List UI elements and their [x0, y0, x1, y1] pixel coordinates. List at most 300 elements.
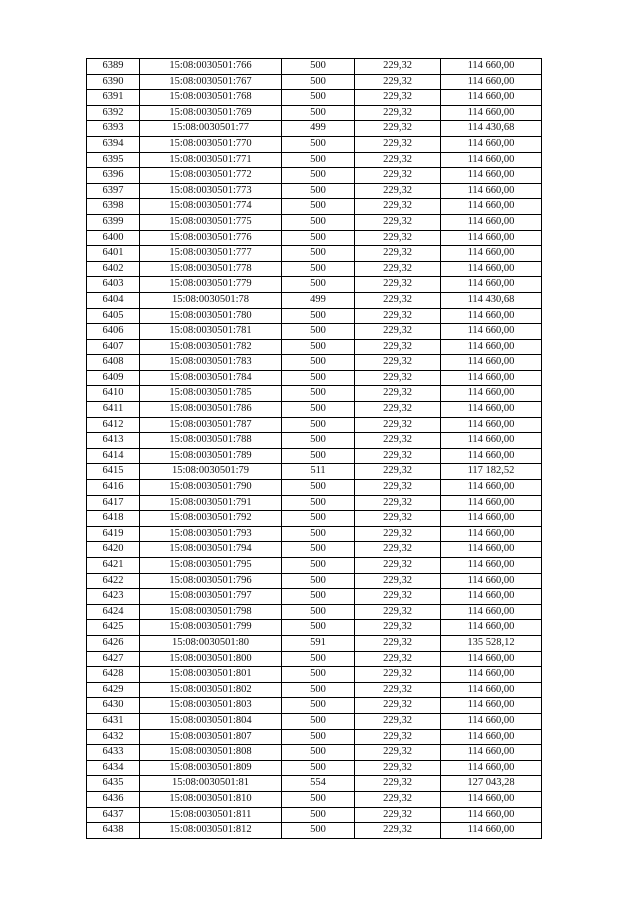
table-row — [87, 713, 542, 729]
cadastral-number-cell: 15:08:0030501:800 — [140, 651, 282, 667]
row-number-cell: 6408 — [87, 355, 140, 371]
price-per-unit-cell: 229,32 — [355, 168, 441, 184]
table-row — [87, 136, 542, 152]
row-number-cell: 6407 — [87, 339, 140, 355]
table-row — [87, 339, 542, 355]
total-value-cell: 114 660,00 — [441, 604, 542, 620]
area-cell: 500 — [282, 604, 355, 620]
area-cell: 500 — [282, 370, 355, 386]
area-cell: 500 — [282, 760, 355, 776]
total-value-cell: 135 528,12 — [441, 635, 542, 651]
area-cell: 500 — [282, 168, 355, 184]
price-per-unit-cell: 229,32 — [355, 448, 441, 464]
area-cell: 500 — [282, 324, 355, 340]
row-number-cell: 6391 — [87, 90, 140, 106]
row-number-cell: 6415 — [87, 464, 140, 480]
row-number-cell: 6394 — [87, 136, 140, 152]
total-value-cell: 114 660,00 — [441, 308, 542, 324]
area-cell: 554 — [282, 776, 355, 792]
price-per-unit-cell: 229,32 — [355, 417, 441, 433]
table-row — [87, 402, 542, 418]
area-cell: 500 — [282, 807, 355, 823]
total-value-cell: 114 660,00 — [441, 760, 542, 776]
area-cell: 500 — [282, 308, 355, 324]
total-value-cell: 114 660,00 — [441, 339, 542, 355]
row-number-cell: 6401 — [87, 246, 140, 262]
table-row — [87, 214, 542, 230]
price-per-unit-cell: 229,32 — [355, 386, 441, 402]
table-row — [87, 464, 542, 480]
row-number-cell: 6423 — [87, 589, 140, 605]
table-row — [87, 651, 542, 667]
table-row — [87, 745, 542, 761]
total-value-cell: 114 660,00 — [441, 558, 542, 574]
price-per-unit-cell: 229,32 — [355, 90, 441, 106]
row-number-cell: 6426 — [87, 635, 140, 651]
price-per-unit-cell: 229,32 — [355, 136, 441, 152]
price-per-unit-cell: 229,32 — [355, 59, 441, 75]
cadastral-number-cell: 15:08:0030501:766 — [140, 59, 282, 75]
area-cell: 500 — [282, 698, 355, 714]
total-value-cell: 114 660,00 — [441, 168, 542, 184]
price-per-unit-cell: 229,32 — [355, 729, 441, 745]
price-per-unit-cell: 229,32 — [355, 635, 441, 651]
area-cell: 499 — [282, 121, 355, 137]
table-row — [87, 698, 542, 714]
table-row — [87, 230, 542, 246]
cadastral-number-cell: 15:08:0030501:788 — [140, 433, 282, 449]
price-per-unit-cell: 229,32 — [355, 526, 441, 542]
table-row — [87, 370, 542, 386]
table-row — [87, 823, 542, 839]
area-cell: 500 — [282, 59, 355, 75]
row-number-cell: 6435 — [87, 776, 140, 792]
cadastral-number-cell: 15:08:0030501:797 — [140, 589, 282, 605]
area-cell: 500 — [282, 791, 355, 807]
table-row — [87, 308, 542, 324]
total-value-cell: 114 660,00 — [441, 682, 542, 698]
row-number-cell: 6422 — [87, 573, 140, 589]
price-per-unit-cell: 229,32 — [355, 402, 441, 418]
cadastral-number-cell: 15:08:0030501:80 — [140, 635, 282, 651]
row-number-cell: 6433 — [87, 745, 140, 761]
cadastral-number-cell: 15:08:0030501:795 — [140, 558, 282, 574]
area-cell: 500 — [282, 589, 355, 605]
area-cell: 500 — [282, 152, 355, 168]
total-value-cell: 114 660,00 — [441, 355, 542, 371]
total-value-cell: 114 660,00 — [441, 417, 542, 433]
row-number-cell: 6392 — [87, 105, 140, 121]
total-value-cell: 114 660,00 — [441, 589, 542, 605]
area-cell: 500 — [282, 402, 355, 418]
table-row — [87, 448, 542, 464]
cadastral-number-cell: 15:08:0030501:796 — [140, 573, 282, 589]
total-value-cell: 114 660,00 — [441, 620, 542, 636]
price-per-unit-cell: 229,32 — [355, 698, 441, 714]
total-value-cell: 117 182,52 — [441, 464, 542, 480]
price-per-unit-cell: 229,32 — [355, 230, 441, 246]
cadastral-number-cell: 15:08:0030501:785 — [140, 386, 282, 402]
row-number-cell: 6413 — [87, 433, 140, 449]
row-number-cell: 6437 — [87, 807, 140, 823]
price-per-unit-cell: 229,32 — [355, 620, 441, 636]
cadastral-number-cell: 15:08:0030501:810 — [140, 791, 282, 807]
cadastral-number-cell: 15:08:0030501:798 — [140, 604, 282, 620]
area-cell: 500 — [282, 386, 355, 402]
area-cell: 500 — [282, 620, 355, 636]
table-row — [87, 199, 542, 215]
cadastral-number-cell: 15:08:0030501:802 — [140, 682, 282, 698]
cadastral-number-cell: 15:08:0030501:786 — [140, 402, 282, 418]
area-cell: 500 — [282, 651, 355, 667]
cadastral-number-cell: 15:08:0030501:803 — [140, 698, 282, 714]
area-cell: 500 — [282, 136, 355, 152]
area-cell: 500 — [282, 246, 355, 262]
cadastral-number-cell: 15:08:0030501:784 — [140, 370, 282, 386]
table-row — [87, 433, 542, 449]
cadastral-number-cell: 15:08:0030501:794 — [140, 542, 282, 558]
row-number-cell: 6416 — [87, 480, 140, 496]
total-value-cell: 114 660,00 — [441, 230, 542, 246]
price-per-unit-cell: 229,32 — [355, 464, 441, 480]
price-per-unit-cell: 229,32 — [355, 324, 441, 340]
price-per-unit-cell: 229,32 — [355, 214, 441, 230]
cadastral-number-cell: 15:08:0030501:767 — [140, 74, 282, 90]
table-row — [87, 90, 542, 106]
price-per-unit-cell: 229,32 — [355, 651, 441, 667]
area-cell: 500 — [282, 511, 355, 527]
area-cell: 500 — [282, 105, 355, 121]
area-cell: 500 — [282, 277, 355, 293]
area-cell: 500 — [282, 495, 355, 511]
table-row — [87, 807, 542, 823]
cadastral-number-cell: 15:08:0030501:790 — [140, 480, 282, 496]
price-per-unit-cell: 229,32 — [355, 807, 441, 823]
table-row — [87, 620, 542, 636]
total-value-cell: 114 660,00 — [441, 526, 542, 542]
area-cell: 500 — [282, 74, 355, 90]
area-cell: 500 — [282, 823, 355, 839]
cadastral-number-cell: 15:08:0030501:81 — [140, 776, 282, 792]
total-value-cell: 114 660,00 — [441, 402, 542, 418]
table-row — [87, 121, 542, 137]
total-value-cell: 114 660,00 — [441, 277, 542, 293]
table-row — [87, 292, 542, 308]
table-row — [87, 246, 542, 262]
price-per-unit-cell: 229,32 — [355, 823, 441, 839]
total-value-cell: 114 660,00 — [441, 651, 542, 667]
table-row — [87, 511, 542, 527]
total-value-cell: 114 660,00 — [441, 105, 542, 121]
cadastral-number-cell: 15:08:0030501:804 — [140, 713, 282, 729]
table-row — [87, 261, 542, 277]
total-value-cell: 114 660,00 — [441, 807, 542, 823]
price-per-unit-cell: 229,32 — [355, 105, 441, 121]
cadastral-number-cell: 15:08:0030501:775 — [140, 214, 282, 230]
row-number-cell: 6409 — [87, 370, 140, 386]
row-number-cell: 6421 — [87, 558, 140, 574]
cadastral-number-cell: 15:08:0030501:768 — [140, 90, 282, 106]
area-cell: 500 — [282, 261, 355, 277]
cadastral-number-cell: 15:08:0030501:769 — [140, 105, 282, 121]
row-number-cell: 6397 — [87, 183, 140, 199]
price-per-unit-cell: 229,32 — [355, 713, 441, 729]
price-per-unit-cell: 229,32 — [355, 776, 441, 792]
total-value-cell: 114 660,00 — [441, 433, 542, 449]
cadastral-number-cell: 15:08:0030501:809 — [140, 760, 282, 776]
total-value-cell: 114 660,00 — [441, 90, 542, 106]
row-number-cell: 6398 — [87, 199, 140, 215]
price-per-unit-cell: 229,32 — [355, 246, 441, 262]
cadastral-number-cell: 15:08:0030501:793 — [140, 526, 282, 542]
total-value-cell: 114 660,00 — [441, 152, 542, 168]
row-number-cell: 6424 — [87, 604, 140, 620]
row-number-cell: 6431 — [87, 713, 140, 729]
table-row — [87, 604, 542, 620]
table-row — [87, 635, 542, 651]
price-per-unit-cell: 229,32 — [355, 573, 441, 589]
cadastral-number-cell: 15:08:0030501:811 — [140, 807, 282, 823]
cadastral-number-cell: 15:08:0030501:770 — [140, 136, 282, 152]
total-value-cell: 114 660,00 — [441, 246, 542, 262]
area-cell: 511 — [282, 464, 355, 480]
price-per-unit-cell: 229,32 — [355, 433, 441, 449]
total-value-cell: 114 660,00 — [441, 713, 542, 729]
row-number-cell: 6427 — [87, 651, 140, 667]
table-row — [87, 558, 542, 574]
row-number-cell: 6404 — [87, 292, 140, 308]
cadastral-number-cell: 15:08:0030501:781 — [140, 324, 282, 340]
price-per-unit-cell: 229,32 — [355, 511, 441, 527]
cadastral-number-cell: 15:08:0030501:780 — [140, 308, 282, 324]
area-cell: 500 — [282, 214, 355, 230]
table-row — [87, 183, 542, 199]
table-row — [87, 417, 542, 433]
cadastral-number-cell: 15:08:0030501:782 — [140, 339, 282, 355]
table-row — [87, 480, 542, 496]
price-per-unit-cell: 229,32 — [355, 558, 441, 574]
area-cell: 500 — [282, 667, 355, 683]
area-cell: 500 — [282, 199, 355, 215]
total-value-cell: 114 660,00 — [441, 386, 542, 402]
row-number-cell: 6436 — [87, 791, 140, 807]
total-value-cell: 114 660,00 — [441, 791, 542, 807]
area-cell: 500 — [282, 745, 355, 761]
row-number-cell: 6418 — [87, 511, 140, 527]
row-number-cell: 6414 — [87, 448, 140, 464]
table-row — [87, 526, 542, 542]
price-per-unit-cell: 229,32 — [355, 682, 441, 698]
total-value-cell: 114 430,68 — [441, 121, 542, 137]
row-number-cell: 6420 — [87, 542, 140, 558]
total-value-cell: 114 660,00 — [441, 370, 542, 386]
cadastral-number-cell: 15:08:0030501:772 — [140, 168, 282, 184]
table-row — [87, 760, 542, 776]
row-number-cell: 6411 — [87, 402, 140, 418]
table-row — [87, 729, 542, 745]
cadastral-number-cell: 15:08:0030501:789 — [140, 448, 282, 464]
total-value-cell: 114 660,00 — [441, 511, 542, 527]
total-value-cell: 114 660,00 — [441, 729, 542, 745]
row-number-cell: 6393 — [87, 121, 140, 137]
area-cell: 591 — [282, 635, 355, 651]
cadastral-number-cell: 15:08:0030501:777 — [140, 246, 282, 262]
row-number-cell: 6417 — [87, 495, 140, 511]
total-value-cell: 114 660,00 — [441, 542, 542, 558]
price-per-unit-cell: 229,32 — [355, 495, 441, 511]
row-number-cell: 6428 — [87, 667, 140, 683]
price-per-unit-cell: 229,32 — [355, 355, 441, 371]
row-number-cell: 6430 — [87, 698, 140, 714]
total-value-cell: 114 660,00 — [441, 573, 542, 589]
total-value-cell: 114 660,00 — [441, 698, 542, 714]
total-value-cell: 114 430,68 — [441, 292, 542, 308]
cadastral-number-cell: 15:08:0030501:807 — [140, 729, 282, 745]
table-row — [87, 105, 542, 121]
cadastral-table — [86, 58, 542, 839]
table-row — [87, 152, 542, 168]
price-per-unit-cell: 229,32 — [355, 791, 441, 807]
area-cell: 500 — [282, 339, 355, 355]
total-value-cell: 114 660,00 — [441, 324, 542, 340]
table-row — [87, 791, 542, 807]
price-per-unit-cell: 229,32 — [355, 199, 441, 215]
cadastral-number-cell: 15:08:0030501:771 — [140, 152, 282, 168]
total-value-cell: 127 043,28 — [441, 776, 542, 792]
area-cell: 500 — [282, 433, 355, 449]
row-number-cell: 6402 — [87, 261, 140, 277]
row-number-cell: 6400 — [87, 230, 140, 246]
cadastral-number-cell: 15:08:0030501:779 — [140, 277, 282, 293]
cadastral-number-cell: 15:08:0030501:808 — [140, 745, 282, 761]
cadastral-number-cell: 15:08:0030501:78 — [140, 292, 282, 308]
price-per-unit-cell: 229,32 — [355, 277, 441, 293]
price-per-unit-cell: 229,32 — [355, 121, 441, 137]
total-value-cell: 114 660,00 — [441, 495, 542, 511]
area-cell: 500 — [282, 542, 355, 558]
area-cell: 500 — [282, 526, 355, 542]
total-value-cell: 114 660,00 — [441, 183, 542, 199]
price-per-unit-cell: 229,32 — [355, 480, 441, 496]
price-per-unit-cell: 229,32 — [355, 760, 441, 776]
total-value-cell: 114 660,00 — [441, 214, 542, 230]
total-value-cell: 114 660,00 — [441, 745, 542, 761]
total-value-cell: 114 660,00 — [441, 74, 542, 90]
area-cell: 500 — [282, 480, 355, 496]
table-row — [87, 542, 542, 558]
row-number-cell: 6419 — [87, 526, 140, 542]
table-row — [87, 495, 542, 511]
price-per-unit-cell: 229,32 — [355, 745, 441, 761]
total-value-cell: 114 660,00 — [441, 823, 542, 839]
area-cell: 500 — [282, 183, 355, 199]
cadastral-number-cell: 15:08:0030501:776 — [140, 230, 282, 246]
cadastral-number-cell: 15:08:0030501:783 — [140, 355, 282, 371]
row-number-cell: 6389 — [87, 59, 140, 75]
area-cell: 500 — [282, 230, 355, 246]
cadastral-number-cell: 15:08:0030501:799 — [140, 620, 282, 636]
total-value-cell: 114 660,00 — [441, 667, 542, 683]
row-number-cell: 6395 — [87, 152, 140, 168]
total-value-cell: 114 660,00 — [441, 136, 542, 152]
total-value-cell: 114 660,00 — [441, 448, 542, 464]
cadastral-number-cell: 15:08:0030501:787 — [140, 417, 282, 433]
row-number-cell: 6399 — [87, 214, 140, 230]
row-number-cell: 6405 — [87, 308, 140, 324]
row-number-cell: 6396 — [87, 168, 140, 184]
table-row — [87, 667, 542, 683]
cadastral-number-cell: 15:08:0030501:812 — [140, 823, 282, 839]
cadastral-number-cell: 15:08:0030501:791 — [140, 495, 282, 511]
price-per-unit-cell: 229,32 — [355, 339, 441, 355]
cadastral-number-cell: 15:08:0030501:77 — [140, 121, 282, 137]
area-cell: 500 — [282, 729, 355, 745]
table-row — [87, 324, 542, 340]
area-cell: 500 — [282, 355, 355, 371]
price-per-unit-cell: 229,32 — [355, 261, 441, 277]
price-per-unit-cell: 229,32 — [355, 183, 441, 199]
price-per-unit-cell: 229,32 — [355, 604, 441, 620]
total-value-cell: 114 660,00 — [441, 261, 542, 277]
row-number-cell: 6406 — [87, 324, 140, 340]
table-row — [87, 277, 542, 293]
price-per-unit-cell: 229,32 — [355, 292, 441, 308]
area-cell: 500 — [282, 558, 355, 574]
row-number-cell: 6403 — [87, 277, 140, 293]
price-per-unit-cell: 229,32 — [355, 152, 441, 168]
area-cell: 500 — [282, 417, 355, 433]
table-row — [87, 776, 542, 792]
row-number-cell: 6410 — [87, 386, 140, 402]
table-row — [87, 386, 542, 402]
price-per-unit-cell: 229,32 — [355, 542, 441, 558]
cadastral-number-cell: 15:08:0030501:773 — [140, 183, 282, 199]
price-per-unit-cell: 229,32 — [355, 74, 441, 90]
cadastral-number-cell: 15:08:0030501:801 — [140, 667, 282, 683]
table-row — [87, 59, 542, 75]
table-row — [87, 74, 542, 90]
row-number-cell: 6434 — [87, 760, 140, 776]
row-number-cell: 6429 — [87, 682, 140, 698]
row-number-cell: 6425 — [87, 620, 140, 636]
cadastral-number-cell: 15:08:0030501:79 — [140, 464, 282, 480]
total-value-cell: 114 660,00 — [441, 199, 542, 215]
price-per-unit-cell: 229,32 — [355, 308, 441, 324]
price-per-unit-cell: 229,32 — [355, 667, 441, 683]
table-row — [87, 168, 542, 184]
area-cell: 500 — [282, 713, 355, 729]
cadastral-number-cell: 15:08:0030501:792 — [140, 511, 282, 527]
row-number-cell: 6412 — [87, 417, 140, 433]
price-per-unit-cell: 229,32 — [355, 589, 441, 605]
area-cell: 499 — [282, 292, 355, 308]
area-cell: 500 — [282, 90, 355, 106]
table-row — [87, 355, 542, 371]
total-value-cell: 114 660,00 — [441, 480, 542, 496]
row-number-cell: 6438 — [87, 823, 140, 839]
cadastral-number-cell: 15:08:0030501:778 — [140, 261, 282, 277]
area-cell: 500 — [282, 448, 355, 464]
area-cell: 500 — [282, 682, 355, 698]
table-row — [87, 682, 542, 698]
table-body — [87, 59, 542, 839]
table-row — [87, 573, 542, 589]
area-cell: 500 — [282, 573, 355, 589]
total-value-cell: 114 660,00 — [441, 59, 542, 75]
price-per-unit-cell: 229,32 — [355, 370, 441, 386]
table-row — [87, 589, 542, 605]
row-number-cell: 6432 — [87, 729, 140, 745]
